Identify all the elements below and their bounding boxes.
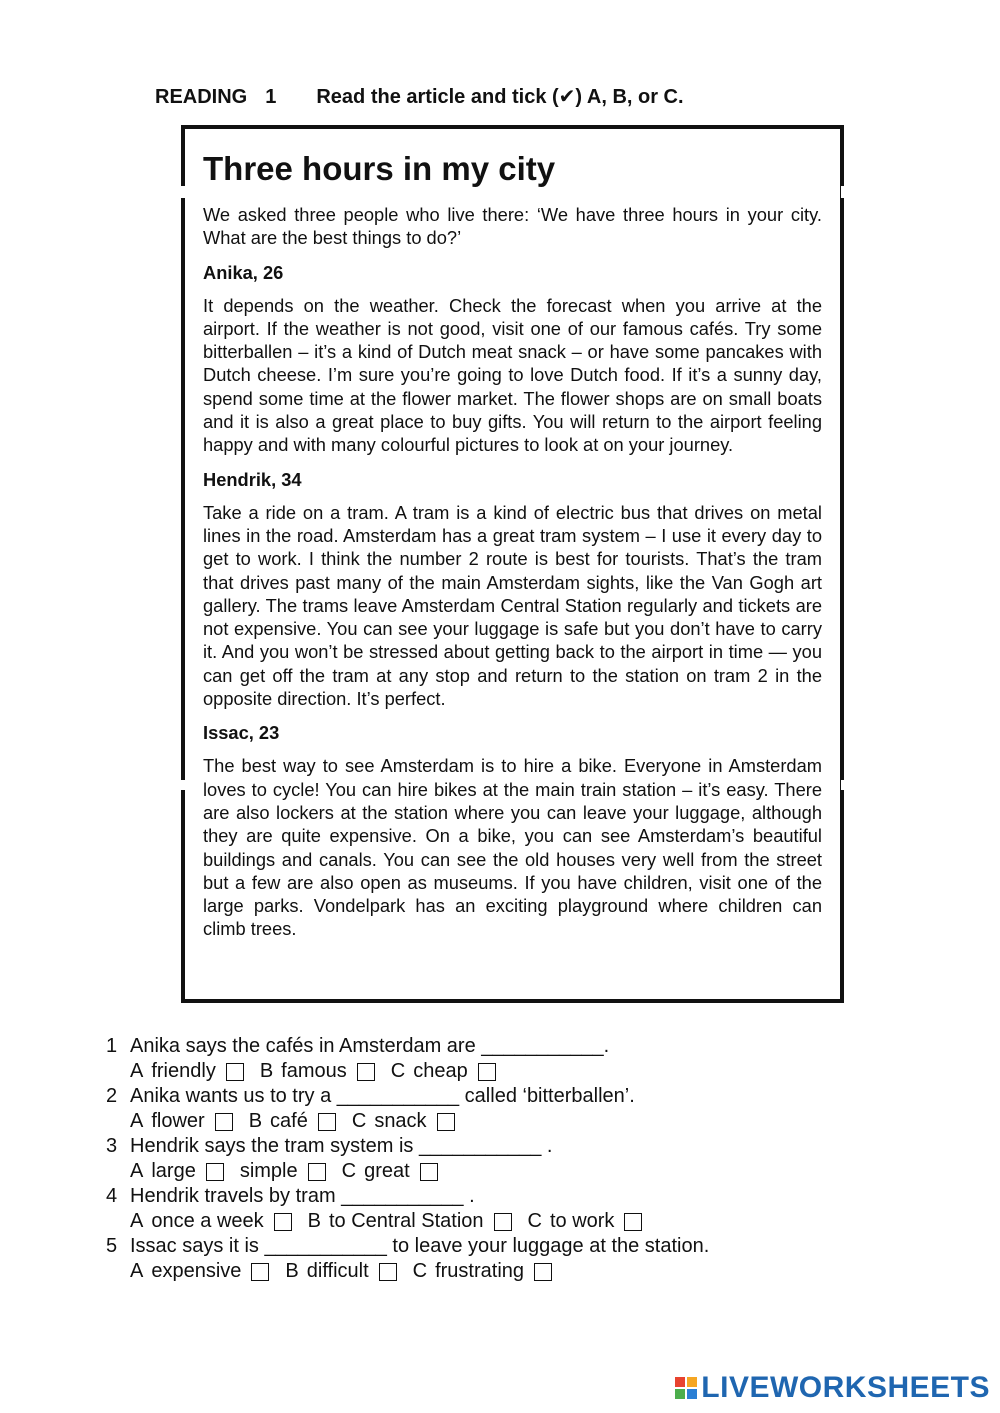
question-text: Anika wants us to try a ___________ called ‘bitterballen’. bbox=[130, 1085, 635, 1107]
option-checkbox[interactable] bbox=[308, 1163, 326, 1181]
border-gap bbox=[841, 186, 849, 198]
question-number: 3 bbox=[106, 1135, 118, 1157]
question-row bbox=[106, 1084, 709, 1109]
option-c: C snack bbox=[352, 1109, 455, 1134]
option-checkbox[interactable] bbox=[251, 1263, 269, 1281]
questions-section bbox=[106, 1034, 709, 1284]
option-checkbox[interactable] bbox=[437, 1113, 455, 1131]
option-checkbox[interactable] bbox=[478, 1063, 496, 1081]
question-number: 2 bbox=[106, 1085, 118, 1107]
option-a: A large bbox=[130, 1159, 224, 1184]
option-checkbox[interactable] bbox=[318, 1113, 336, 1131]
option-b: simple bbox=[240, 1159, 326, 1184]
article-box bbox=[181, 125, 844, 1003]
question-text: Hendrik travels by tram ___________ . bbox=[130, 1185, 475, 1207]
option-c: C frustrating bbox=[413, 1259, 552, 1284]
border-gap bbox=[179, 780, 187, 790]
option-checkbox[interactable] bbox=[357, 1063, 375, 1081]
options-row bbox=[106, 1159, 709, 1184]
logo-square bbox=[687, 1377, 697, 1387]
exercise-number: 1 bbox=[265, 86, 277, 108]
question-row bbox=[106, 1134, 709, 1159]
section-label: READING bbox=[155, 86, 248, 108]
brand-text: LIVEWORKSHEETS bbox=[701, 1371, 990, 1404]
person-text-hendrik: Take a ride on a tram. A tram is a kind of electric bus that drives on metal lines in the road. Amsterdam has a great tram system – I use it every day to get to work. I think the number 2 route is best for tourists. That’s the tram that drives past many of the main Amsterdam sights, like the Van Gogh art gallery. The trams leave Amsterdam Central Station regularly and tickets are not expensive. You can see your luggage is safe but you don’t have to carry it. And you won’t be stressed about getting back to the airport in time — you can get off the tram at any stop and return to the station on tram 2 in the opposite direction. It’s perfect. bbox=[203, 501, 822, 710]
option-b: B famous bbox=[260, 1059, 375, 1084]
options-row bbox=[106, 1259, 709, 1284]
person-text-anika: It depends on the weather. Check the forecast when you arrive at the airport. If the weather is not good, visit one of our famous cafés. Try some bitterballen – it’s a kind of Dutch meat snack – or have some pancakes with Dutch cheese. I’m sure you’re going to love Dutch food. If it’s a sunny day, spend some time at the flower market. The flower shops are on small boats and it is also a great place to buy gifts. You will return to the airport feeling happy and with many colourful pictures to look at on your journey. bbox=[203, 294, 822, 456]
reading-header bbox=[155, 84, 684, 109]
exercise-instruction: Read the article and tick (✔) A, B, or C. bbox=[316, 86, 684, 108]
person-text-issac: The best way to see Amsterdam is to hire a bike. Everyone in Amsterdam loves to cycle! You can hire bikes at the main train station – it’s easy. There are also lockers at the station where you can leave your luggage, although they are quite expensive. On a bike, you can see Amsterdam’s beautiful buildings and canals. You can see the old houses very well from the street but a few are also open as museums. If you have children, visit one of the large parks. Vondelpark has an exciting playground where children can climb trees. bbox=[203, 755, 822, 940]
answer-blank: ___________ bbox=[264, 1235, 387, 1257]
option-b: B café bbox=[249, 1109, 336, 1134]
person-name-hendrik: Hendrik, 34 bbox=[203, 468, 302, 490]
option-checkbox[interactable] bbox=[206, 1163, 224, 1181]
options-row bbox=[106, 1209, 709, 1234]
option-checkbox[interactable] bbox=[420, 1163, 438, 1181]
option-checkbox[interactable] bbox=[624, 1213, 642, 1231]
option-a: A expensive bbox=[130, 1259, 269, 1284]
question-number: 1 bbox=[106, 1035, 118, 1057]
question-row bbox=[106, 1184, 709, 1209]
question-row bbox=[106, 1034, 709, 1059]
answer-blank: ___________ bbox=[418, 1135, 542, 1157]
logo-square bbox=[675, 1389, 685, 1399]
options-row bbox=[106, 1109, 709, 1134]
question-text: Issac says it is ___________ to leave your luggage at the station. bbox=[130, 1235, 710, 1257]
option-checkbox[interactable] bbox=[379, 1263, 397, 1281]
question-text: Anika says the cafés in Amsterdam are ___________. bbox=[130, 1035, 610, 1057]
question-row bbox=[106, 1234, 709, 1259]
answer-blank: ___________ bbox=[341, 1185, 464, 1207]
option-c: C to work bbox=[528, 1209, 643, 1234]
option-b: B difficult bbox=[285, 1259, 396, 1284]
option-a: A friendly bbox=[130, 1059, 244, 1084]
question-number: 5 bbox=[106, 1235, 118, 1257]
answer-blank: ___________ bbox=[481, 1035, 604, 1057]
article-title: Three hours in my city bbox=[203, 150, 556, 187]
options-row bbox=[106, 1059, 709, 1084]
option-a: A flower bbox=[130, 1109, 233, 1134]
logo-square bbox=[675, 1377, 685, 1387]
option-c: C great bbox=[342, 1159, 438, 1184]
person-name-anika: Anika, 26 bbox=[203, 261, 284, 283]
question-number: 4 bbox=[106, 1185, 118, 1207]
liveworksheets-logo-icon bbox=[675, 1377, 697, 1399]
liveworksheets-brand[interactable] bbox=[675, 1371, 990, 1405]
question-text: Hendrik says the tram system is ___________ . bbox=[130, 1135, 553, 1157]
option-checkbox[interactable] bbox=[494, 1213, 512, 1231]
option-checkbox[interactable] bbox=[215, 1113, 233, 1131]
border-gap bbox=[179, 186, 187, 198]
option-c: C cheap bbox=[391, 1059, 496, 1084]
answer-blank: ___________ bbox=[336, 1085, 460, 1107]
border-gap bbox=[841, 780, 849, 790]
option-checkbox[interactable] bbox=[534, 1263, 552, 1281]
person-name-issac: Issac, 23 bbox=[203, 722, 280, 744]
article-intro: We asked three people who live there: ‘We have three hours in your city. What are the best things to do?’ bbox=[203, 204, 822, 249]
logo-square bbox=[687, 1389, 697, 1399]
option-a: A once a week bbox=[130, 1209, 292, 1234]
option-b: B to Central Station bbox=[308, 1209, 512, 1234]
option-checkbox[interactable] bbox=[274, 1213, 292, 1231]
option-checkbox[interactable] bbox=[226, 1063, 244, 1081]
